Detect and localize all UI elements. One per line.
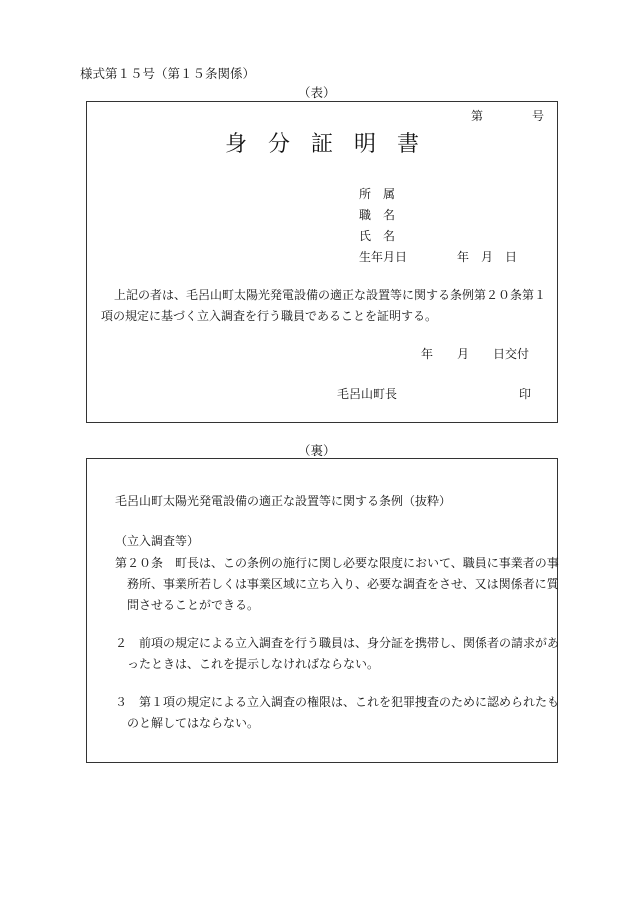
front-side-label: （表） xyxy=(298,85,336,100)
field-name: 氏 名 xyxy=(359,229,396,243)
field-job-title: 職 名 xyxy=(359,208,396,222)
birth-date-placeholder: 年 月 日 xyxy=(457,250,518,264)
article-paragraph: ２ 前項の規定による立入調査を行う職員は、身分証を携帯し、関係者の請求があったときは、これを提示しなければならない。 xyxy=(115,636,560,671)
number-prefix: 第 xyxy=(471,109,484,123)
field-birth-date: 生年月日 xyxy=(359,250,408,264)
seal-mark: 印 xyxy=(519,387,532,401)
id-card-back xyxy=(86,458,558,763)
field-affiliation: 所 属 xyxy=(359,187,396,201)
document-title: 身分証明書 xyxy=(224,132,440,157)
ordinance-excerpt-title: 毛呂山町太陽光発電設備の適正な設置等に関する条例（抜粋） xyxy=(115,494,452,508)
article-paragraph: 第２０条 町長は、この条例の施行に関し必要な限度において、職員に事業者の事務所、事業所若しくは事業区域に立ち入り、必要な調査をさせ、又は関係者に質問させることができる。 xyxy=(115,556,559,612)
back-side-label: （裏） xyxy=(298,443,336,458)
number-suffix: 号 xyxy=(532,109,545,123)
issue-date: 年 月 日交付 xyxy=(421,347,530,361)
id-card-front xyxy=(86,101,558,423)
article-paragraph: ３ 第１項の規定による立入調査の権限は、これを犯罪捜査のために認められたものと解してはならない。 xyxy=(115,695,560,730)
article-caption: （立入調査等） xyxy=(115,534,200,548)
issuer-title: 毛呂山町長 xyxy=(337,387,398,401)
form-label: 様式第１５号（第１５条関係） xyxy=(80,66,256,81)
certification-text: 上記の者は、毛呂山町太陽光発電設備の適正な設置等に関する条例第２０条第１項の規定に基づく立入調査を行う職員であることを証明する。 xyxy=(101,288,547,323)
